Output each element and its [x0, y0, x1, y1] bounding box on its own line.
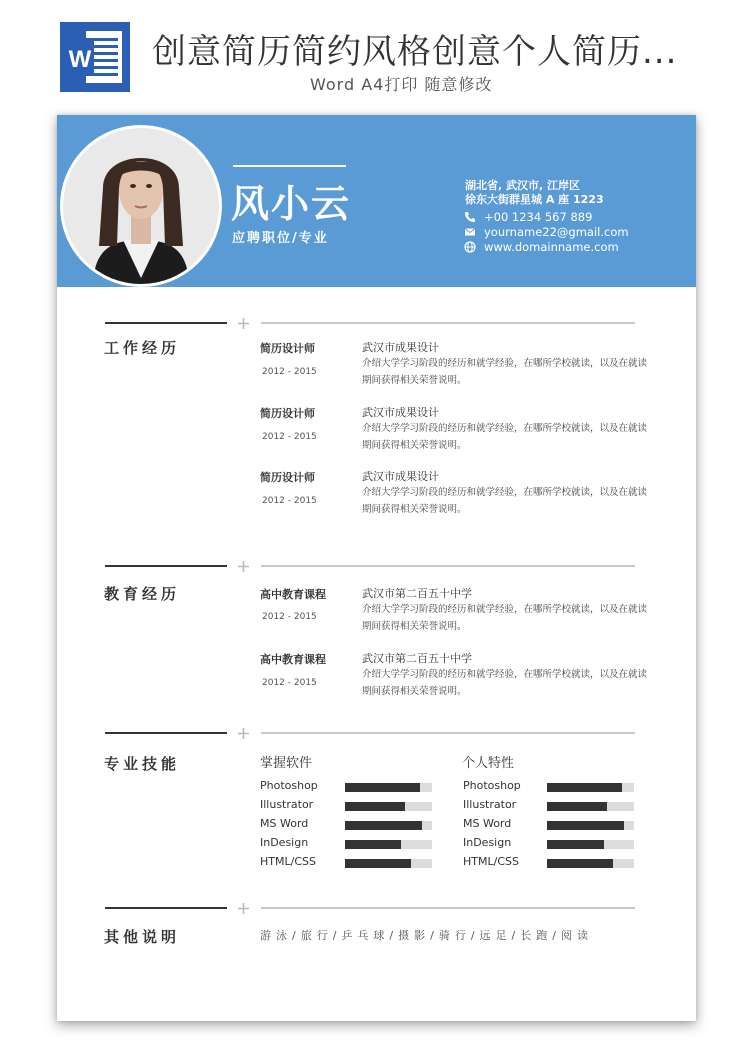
- work-section-title: 工作经历: [104, 339, 181, 357]
- work-entry-3-org: 武汉市成果设计: [362, 470, 439, 483]
- work-section-rule: [105, 322, 227, 324]
- trait-skill-name: MS Word: [463, 817, 512, 830]
- education-entry-1-role: 高中教育课程: [260, 588, 326, 601]
- other-section-title: 其他说明: [104, 928, 181, 946]
- trait-skill-name: Photoshop: [463, 779, 521, 792]
- work-entry-1-desc: 介绍大学学习阶段的经历和就学经验，在哪所学校就读，以及在就读期间获得相关荣誉说明。: [362, 358, 648, 386]
- software-skill-bar-fill: [345, 840, 401, 849]
- work-entry-1-role: 简历设计师: [260, 342, 315, 355]
- phone-row: [464, 210, 592, 224]
- document-subtitle: Word A4打印 随意修改: [310, 75, 493, 94]
- trait-skill-bar-fill: [547, 859, 613, 868]
- software-skill-bar-fill: [345, 783, 420, 792]
- email-address: yourname22@gmail.com: [484, 225, 629, 239]
- personal-traits-heading: 个人特性: [462, 756, 515, 771]
- education-section-title: 教育经历: [104, 585, 181, 603]
- skills-section-divider: [261, 732, 635, 734]
- email-icon: [464, 226, 476, 238]
- software-skill-name: Photoshop: [260, 779, 318, 792]
- work-entry-2-org: 武汉市成果设计: [362, 406, 439, 419]
- education-entry-2-desc: 介绍大学学习阶段的经历和就学经验，在哪所学校就读，以及在就读期间获得相关荣誉说明。: [362, 669, 648, 697]
- trait-skill-bar-fill: [547, 783, 622, 792]
- applied-position: 应聘职位/专业: [232, 231, 329, 246]
- education-entry-2-role: 高中教育课程: [260, 653, 326, 666]
- address: [465, 179, 604, 207]
- education-section-divider: [261, 565, 635, 567]
- email-row: [464, 225, 629, 239]
- software-skills-heading: 掌握软件: [260, 756, 313, 771]
- plus-icon: [237, 727, 250, 740]
- education-entry-2-org: 武汉市第二百五十中学: [362, 652, 472, 665]
- trait-skill-name: InDesign: [463, 836, 512, 849]
- phone-icon: [464, 211, 476, 223]
- software-skill-name: HTML/CSS: [260, 855, 316, 868]
- hobbies-list: 游泳/旅行/乒乓球/摄影/骑行/远足/长跑/阅读: [260, 929, 593, 942]
- trait-skill-bar: [547, 821, 634, 830]
- trait-skill-name: HTML/CSS: [463, 855, 519, 868]
- resume-page: [57, 115, 696, 1021]
- top-banner: [0, 0, 750, 110]
- svg-text:W: W: [68, 46, 92, 73]
- work-section-divider: [261, 322, 635, 324]
- work-entry-2-date: 2012 - 2015: [262, 432, 317, 442]
- software-skill-bar: [345, 840, 432, 849]
- software-skill-bar: [345, 783, 432, 792]
- education-entry-1-date: 2012 - 2015: [262, 612, 317, 622]
- trait-skill-bar-fill: [547, 840, 604, 849]
- globe-icon: [464, 241, 476, 253]
- work-entry-2-desc: 介绍大学学习阶段的经历和就学经验，在哪所学校就读，以及在就读期间获得相关荣誉说明。: [362, 423, 648, 451]
- profile-photo: [60, 125, 222, 287]
- work-entry-3-date: 2012 - 2015: [262, 496, 317, 506]
- skills-section-rule: [105, 732, 227, 734]
- education-entry-1-org: 武汉市第二百五十中学: [362, 587, 472, 600]
- work-entry-1-org: 武汉市成果设计: [362, 341, 439, 354]
- software-skill-bar: [345, 821, 432, 830]
- software-skill-name: InDesign: [260, 836, 309, 849]
- software-skill-name: MS Word: [260, 817, 309, 830]
- trait-skill-bar-fill: [547, 821, 624, 830]
- document-title: 创意简历简约风格创意个人简历...: [152, 32, 678, 72]
- name-rule: [233, 165, 346, 167]
- trait-skill-bar: [547, 802, 634, 811]
- software-skill-bar: [345, 802, 432, 811]
- work-entry-3-desc: 介绍大学学习阶段的经历和就学经验，在哪所学校就读，以及在就读期间获得相关荣誉说明。: [362, 487, 648, 515]
- trait-skill-bar: [547, 859, 634, 868]
- word-document-icon: [60, 22, 130, 92]
- education-entry-1-desc: 介绍大学学习阶段的经历和就学经验，在哪所学校就读，以及在就读期间获得相关荣誉说明。: [362, 604, 648, 632]
- trait-skill-bar: [547, 840, 634, 849]
- education-entry-2-date: 2012 - 2015: [262, 678, 317, 688]
- work-entry-1-date: 2012 - 2015: [262, 367, 317, 377]
- other-section-divider: [261, 907, 635, 909]
- address-line-1: 湖北省, 武汉市, 江岸区: [465, 179, 581, 192]
- plus-icon: [237, 317, 250, 330]
- work-entry-3-role: 简历设计师: [260, 471, 315, 484]
- software-skill-bar: [345, 859, 432, 868]
- phone-number: +00 1234 567 889: [484, 210, 593, 224]
- address-line-2: 徐东大街群星城 A 座 1223: [465, 193, 604, 206]
- education-section-rule: [105, 565, 227, 567]
- software-skill-bar-fill: [345, 821, 422, 830]
- website-row: [464, 240, 619, 254]
- trait-skill-bar-fill: [547, 802, 607, 811]
- other-section-rule: [105, 907, 227, 909]
- trait-skill-bar: [547, 783, 634, 792]
- website-url: www.domainname.com: [484, 240, 619, 254]
- software-skill-bar-fill: [345, 859, 411, 868]
- work-entry-2-role: 简历设计师: [260, 407, 315, 420]
- candidate-name: 风小云: [231, 182, 352, 226]
- plus-icon: [237, 902, 250, 915]
- software-skill-bar-fill: [345, 802, 405, 811]
- software-skill-name: Illustrator: [260, 798, 314, 811]
- plus-icon: [237, 560, 250, 573]
- trait-skill-name: Illustrator: [463, 798, 517, 811]
- skills-section-title: 专业技能: [104, 755, 181, 773]
- resume-header: [57, 115, 696, 287]
